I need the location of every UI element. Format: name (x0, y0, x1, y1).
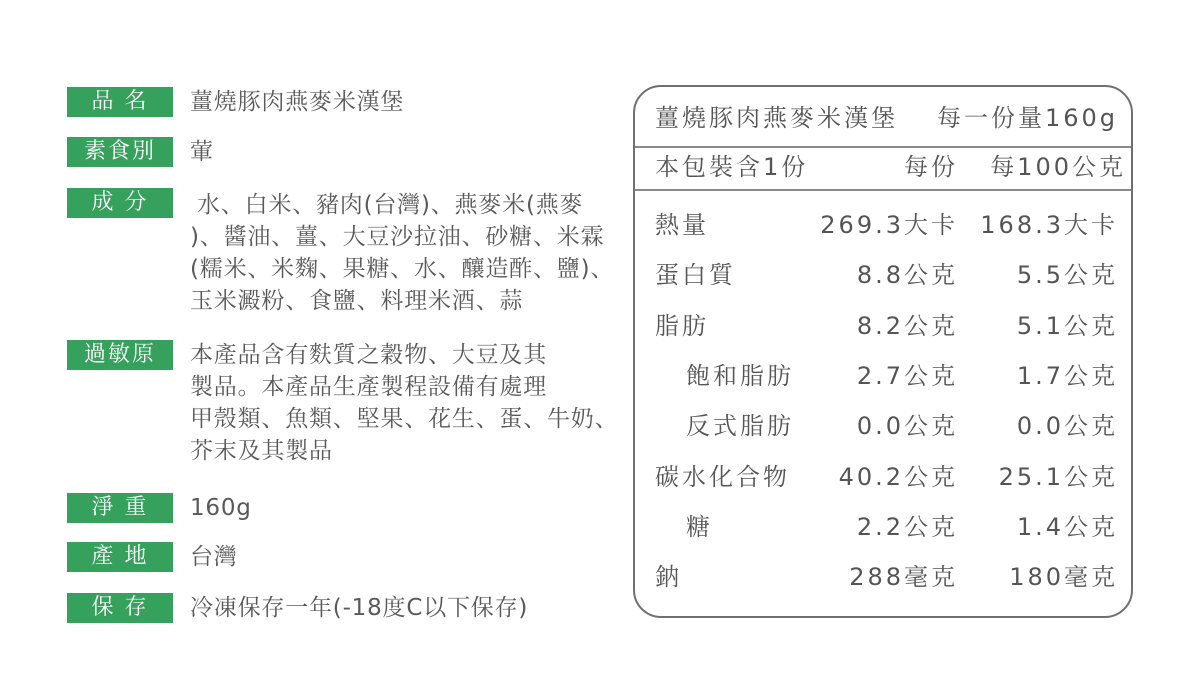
info-label: 成 分 (67, 188, 173, 218)
per-100g-value: 1.4公克 (1016, 513, 1118, 541)
info-value-line: 芥末及其製品 (190, 438, 333, 464)
divider (635, 189, 1131, 191)
nutrient-name: 糖 (686, 513, 713, 541)
per-serving-header: 每份 (904, 153, 958, 181)
info-value (190, 86, 630, 118)
per-serving-value: 269.3大卡 (820, 211, 958, 239)
info-label: 保 存 (67, 593, 173, 623)
nutrition-row-saturated-fat (635, 351, 1131, 401)
info-value-line: 160g (190, 495, 252, 521)
nutrition-row-protein (635, 250, 1131, 300)
per-serving-value: 40.2公克 (838, 463, 958, 491)
nutrition-row-sugar (635, 502, 1131, 552)
per-100g-value: 180毫克 (1009, 563, 1118, 591)
nutrient-name: 脂肪 (655, 312, 709, 340)
servings-per-package: 本包裝含1份 (655, 153, 809, 181)
info-value-line: )、醬油、薑、大豆沙拉油、砂糖、米霖 (190, 224, 605, 250)
per-100g-value: 0.0公克 (1016, 412, 1118, 440)
info-value (190, 492, 630, 524)
per-100g-value: 5.5公克 (1016, 261, 1118, 289)
info-label: 品 名 (67, 87, 173, 117)
per-serving-value: 288毫克 (849, 563, 958, 591)
nutrition-row-carbohydrate (635, 452, 1131, 502)
info-value (190, 541, 630, 573)
info-value-line: 製品。本產品生產製程設備有處理 (190, 374, 547, 400)
info-value (190, 592, 630, 624)
info-value-line: 台灣 (190, 544, 238, 570)
info-value-line: 葷 (190, 139, 214, 165)
info-value (190, 189, 630, 317)
nutrient-name: 反式脂肪 (686, 412, 794, 440)
nutrient-name: 鈉 (655, 563, 682, 591)
per-serving-value: 8.8公克 (856, 261, 958, 289)
nutrition-row-sodium (635, 552, 1131, 602)
nutrition-title: 薑燒豚肉燕麥米漢堡 (655, 104, 898, 132)
info-value-line: 玉米澱粉、食鹽、料理米酒、蒜 (190, 288, 524, 314)
info-label: 過敏原 (67, 340, 173, 370)
per-serving-value: 2.2公克 (856, 513, 958, 541)
per-100g-header: 每100公克 (990, 153, 1126, 181)
nutrient-name: 碳水化合物 (655, 463, 790, 491)
info-value-line: 甲殼類、魚類、堅果、花生、蛋、牛奶、 (190, 406, 619, 432)
info-value-line: 水、白米、豬肉(台灣)、燕麥米(燕麥 (197, 192, 584, 218)
serving-size: 每一份量160g (936, 104, 1118, 132)
per-serving-value: 2.7公克 (856, 362, 958, 390)
per-serving-value: 0.0公克 (856, 412, 958, 440)
per-serving-value: 8.2公克 (856, 312, 958, 340)
nutrition-facts-panel (633, 85, 1133, 618)
per-100g-value: 25.1公克 (998, 463, 1118, 491)
nutrition-row-trans-fat (635, 401, 1131, 451)
per-100g-value: 168.3大卡 (980, 211, 1118, 239)
nutrition-row-calories (635, 200, 1131, 250)
per-100g-value: 1.7公克 (1016, 362, 1118, 390)
nutrition-row-fat (635, 301, 1131, 351)
nutrient-name: 飽和脂肪 (686, 362, 794, 390)
info-value-line: 薑燒豚肉燕麥米漢堡 (190, 89, 405, 115)
info-label: 素食別 (67, 137, 173, 167)
info-value-line: 本產品含有麩質之穀物、大豆及其 (190, 342, 547, 368)
info-label: 淨 重 (67, 493, 173, 523)
nutrient-name: 蛋白質 (655, 261, 736, 289)
info-value (190, 339, 630, 467)
info-label: 產 地 (67, 542, 173, 572)
info-value (190, 136, 630, 168)
nutrient-name: 熱量 (655, 211, 709, 239)
info-value-line: 冷凍保存一年(-18度C以下保存) (190, 595, 529, 621)
per-100g-value: 5.1公克 (1016, 312, 1118, 340)
info-value-line: (糯米、米麴、果糖、水、釀造酢、鹽)、 (190, 256, 615, 282)
